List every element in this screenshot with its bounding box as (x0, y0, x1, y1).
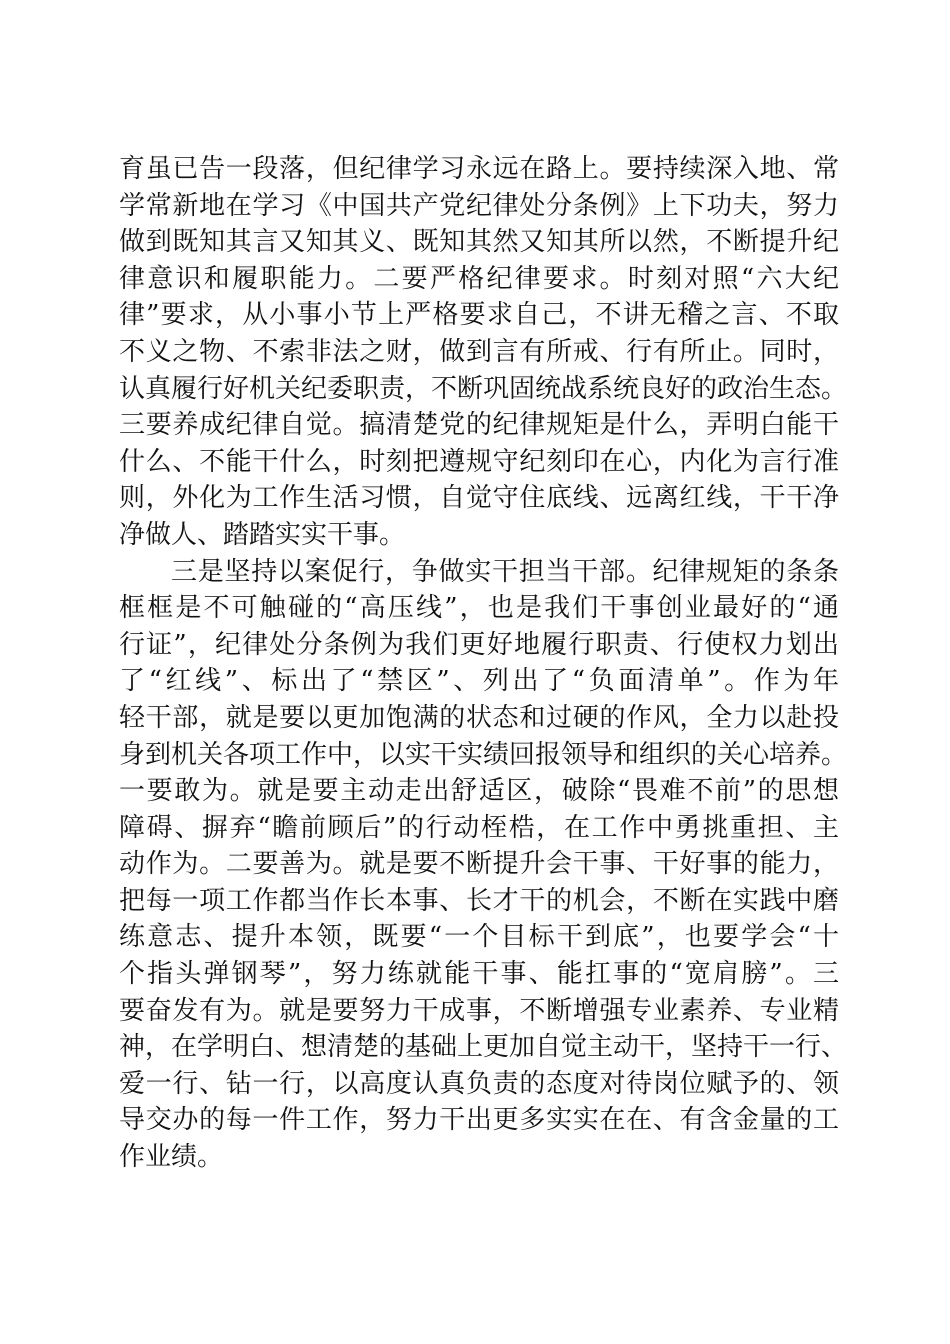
text-line: 三要养成纪律自觉。搞清楚党的纪律规矩是什么，弄明白能干 (119, 410, 839, 441)
text-line: 了“红线”、标出了“禁区”、列出了“负面清单”。作为年 (119, 666, 839, 697)
text-line: 神，在学明白、想清楚的基础上更加自觉主动干，坚持干一行、 (119, 1032, 848, 1063)
paragraph-end-line: 净做人、踏踏实实干事。 (119, 519, 406, 550)
text-line: 框框是不可触碰的“高压线”，也是我们干事创业最好的“通 (119, 593, 839, 624)
text-line: 一要敢为。就是要主动走出舒适区，破除“畏难不前”的思想 (119, 776, 839, 807)
text-line: 则，外化为工作生活习惯，自觉守住底线、远离红线，干干净 (119, 483, 839, 514)
text-line: 动作为。二要善为。就是要不断提升会干事、干好事的能力， (119, 849, 839, 880)
text-line: 认真履行好机关纪委职责，不断巩固统战系统良好的政治生态。 (119, 373, 848, 404)
text-line: 障碍、摒弃“瞻前顾后”的行动桎梏，在工作中勇挑重担、主 (119, 812, 839, 843)
paragraph-start-line: 三是坚持以案促行，争做实干担当干部。纪律规矩的条条 (171, 556, 839, 587)
text-line: 律”要求，从小事小节上严格要求自己，不讲无稽之言、不取 (119, 300, 839, 331)
text-line: 导交办的每一件工作，努力干出更多实实在在、有含金量的工 (119, 1105, 839, 1136)
text-line: 轻干部，就是要以更加饱满的状态和过硬的作风，全力以赴投 (119, 702, 839, 733)
text-line: 练意志、提升本领，既要“一个目标干到底”，也要学会“十 (119, 922, 839, 953)
text-line: 不义之物、不索非法之财，做到言有所戒、行有所止。同时， (119, 336, 839, 367)
text-line: 身到机关各项工作中，以实干实绩回报领导和组织的关心培养。 (119, 739, 848, 770)
text-line: 育虽已告一段落，但纪律学习永远在路上。要持续深入地、常 (119, 154, 839, 184)
text-line: 行证”，纪律处分条例为我们更好地履行职责、行使权力划出 (119, 629, 839, 660)
text-line: 爱一行、钻一行，以高度认真负责的态度对待岗位赋予的、领 (119, 1068, 839, 1099)
text-line: 做到既知其言又知其义、既知其然又知其所以然，不断提升纪 (119, 227, 839, 258)
text-line: 要奋发有为。就是要努力干成事，不断增强专业素养、专业精 (119, 995, 839, 1026)
text-line: 律意识和履职能力。二要严格纪律要求。时刻对照“六大纪 (119, 263, 839, 294)
text-line: 个指头弹钢琴”，努力练就能干事、能扛事的“宽肩膀”。三 (119, 959, 839, 990)
text-line: 什么、不能干什么，时刻把遵规守纪刻印在心，内化为言行准 (119, 446, 839, 477)
paragraph-end-line: 作业绩。 (119, 1142, 224, 1173)
text-line: 把每一项工作都当作长本事、长才干的机会，不断在实践中磨 (119, 885, 839, 916)
body-text (119, 151, 848, 1176)
text-line: 学常新地在学习《中国共产党纪律处分条例》上下功夫，努力 (119, 190, 839, 221)
